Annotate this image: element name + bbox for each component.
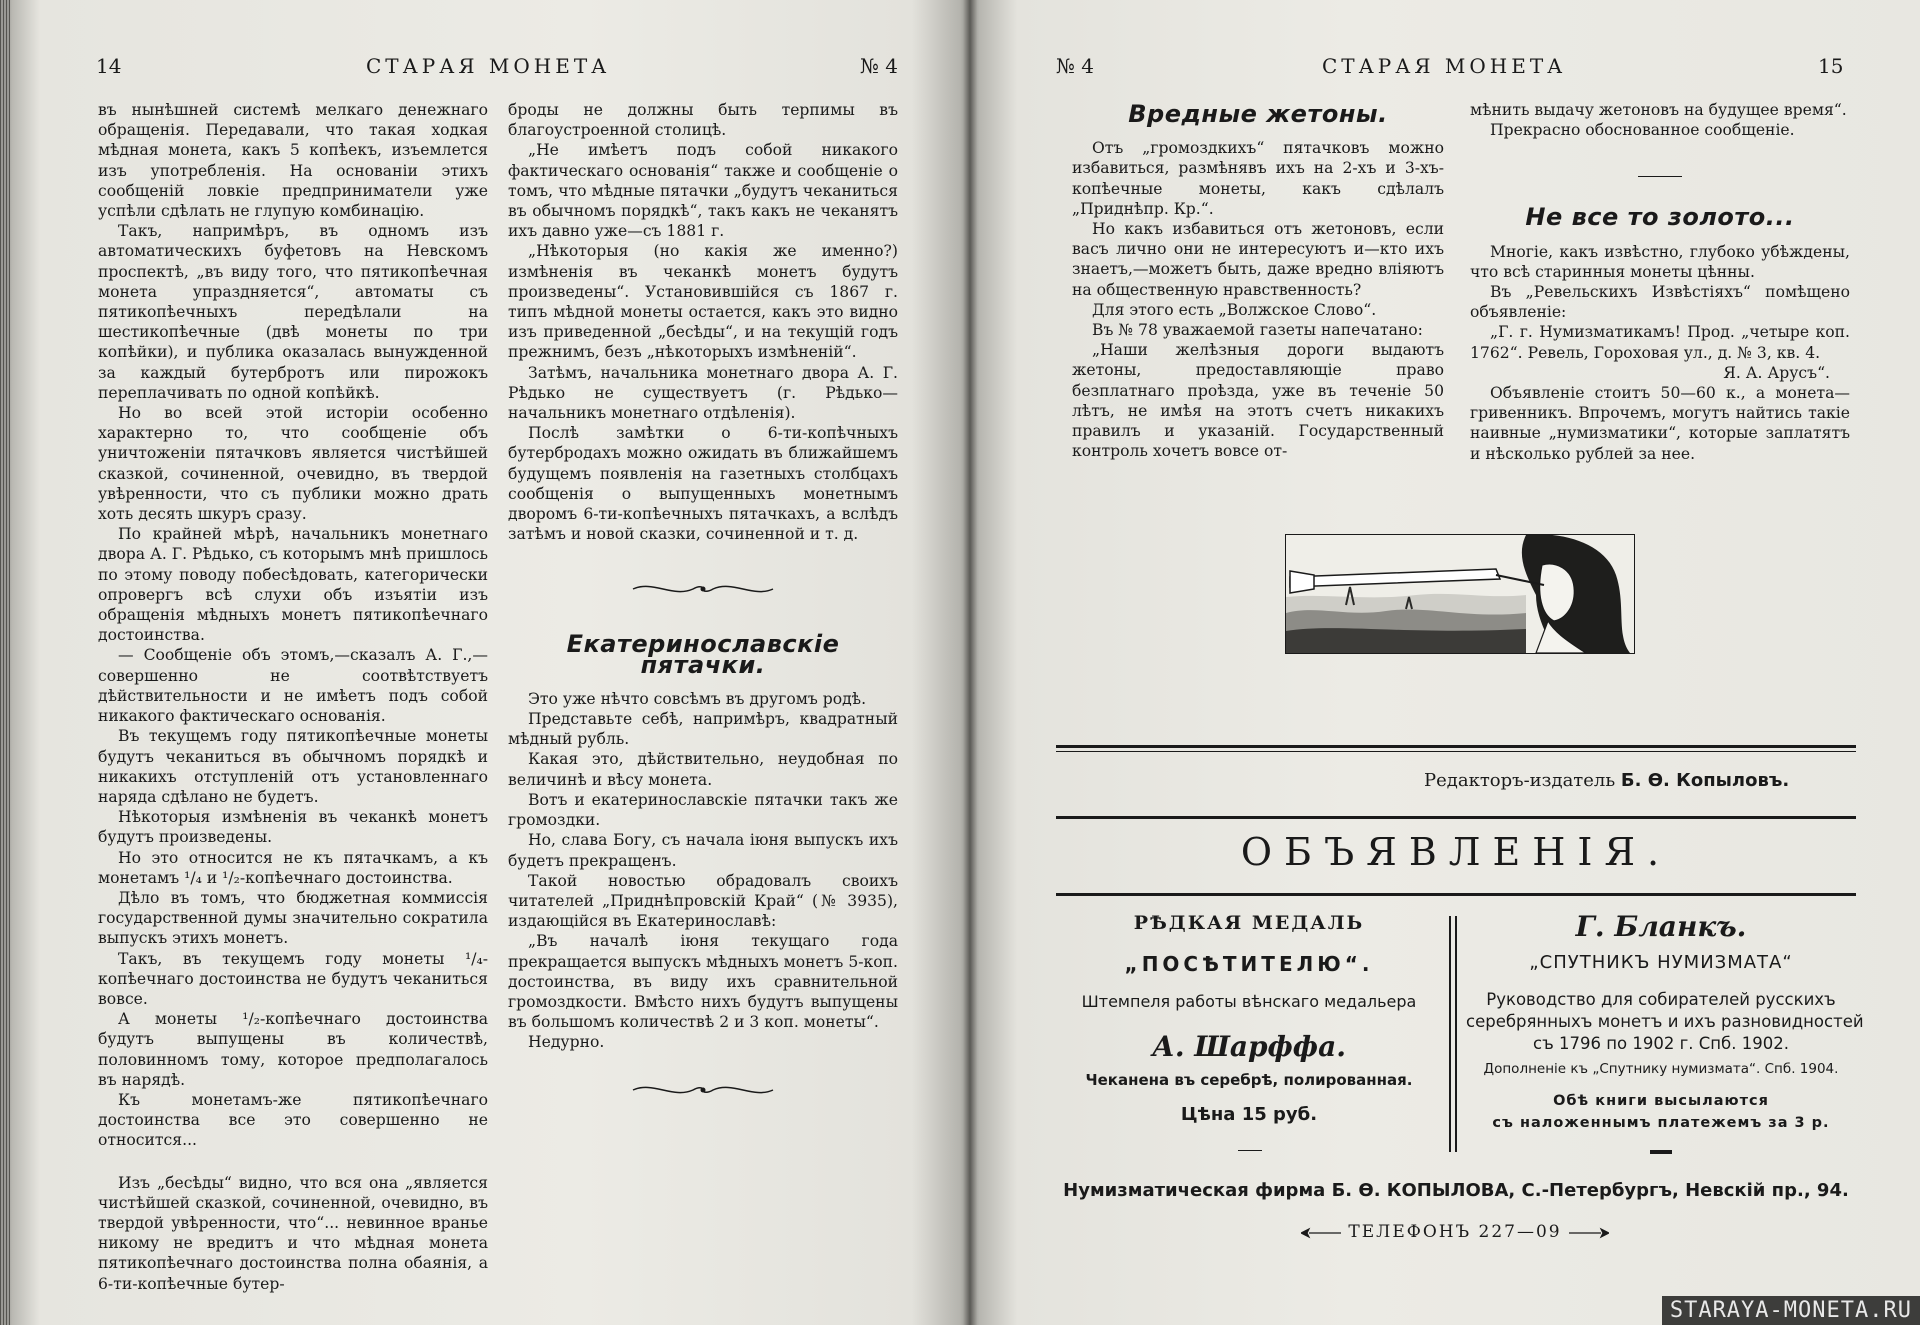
paragraph: Нѣкоторыя измѣненія въ чеканкѣ монетъ будутъ произведены. xyxy=(98,808,488,847)
phone-line xyxy=(1290,1222,1620,1242)
paragraph: Въ „Ревельскихъ Извѣстіяхъ“ помѣщено объявленіе: xyxy=(1470,283,1850,322)
paragraph: Дѣло въ томъ, что бюджетная коммиссія государственной думы значительно сократила выпускъ этихъ монетъ. xyxy=(98,888,488,948)
paragraph: броды не должны быть терпимы въ благоустроенной столицѣ. xyxy=(508,101,898,140)
right-page-number: 15 xyxy=(1818,54,1844,78)
left-issue-number: № 4 xyxy=(860,54,899,78)
right-issue-number: № 4 xyxy=(1056,54,1095,78)
ornament-divider-icon xyxy=(628,1079,778,1101)
paragraph: Вотъ и екатеринославскіе пятачки такъ же громоздки. xyxy=(508,790,898,830)
paragraph: Такъ, напримѣръ, въ одномъ изъ автоматическихъ буфетовъ на Невскомъ проспектѣ, „въ виду того, что пятикопѣечная монета упраздняется“, автоматы съ пятикопѣечныхъ передѣлали на шестикопѣечные (двѣ монеты по три копѣйки), и публика оказалась вынужденной за каждый бутербротъ или пирожокъ переплачивать по одной копѣйкѣ. xyxy=(98,222,488,402)
rule-top-thin xyxy=(1056,751,1856,752)
ad-medal-minted: Чеканена въ серебрѣ, полированная. xyxy=(1085,1071,1413,1089)
paragraph: „Наши желѣзныя дороги выдаютъ жетоны, предоставляющіе право безплатнаго проѣзда, уже въ теченіе 50 лѣтъ, не имѣя на этотъ счетъ никакихъ правилъ и указаній. Государственный контроль хочетъ вовсе от- xyxy=(1072,341,1444,461)
paragraph: Но, слава Богу, съ начала іюня выпускъ ихъ будетъ прекращенъ. xyxy=(508,831,898,870)
editor-line xyxy=(1424,770,1789,791)
paragraph: Представьте себѣ, напримѣръ, квадратный мѣдный рубль. xyxy=(508,710,898,749)
ads-header: ОБЪЯВЛЕНІЯ. xyxy=(1240,830,1672,874)
heading-ekaterinoslav: Екатеринославскіе пятачки. xyxy=(566,630,840,679)
arrow-left-ornament-icon xyxy=(1301,1227,1341,1239)
site-watermark: STARAYA-MONETA.RU xyxy=(1662,1296,1920,1325)
firm-line: Нумизматическая фирма Б. Ѳ. КОПЫЛОВА, С.-Петербургъ, Невскій пр., 94. xyxy=(1063,1180,1849,1201)
ad-medal-price: Цѣна 15 руб. xyxy=(1180,1104,1318,1125)
right-column-1-text xyxy=(1072,138,1444,461)
left-column-2-top xyxy=(508,100,898,544)
left-running-head: СТАРАЯ МОНЕТА xyxy=(366,54,611,78)
editor-label: Редакторъ-издатель xyxy=(1424,770,1616,791)
arrow-right-ornament-icon xyxy=(1569,1227,1609,1239)
paragraph: Затѣмъ, начальника монетнаго двора А. Г. Рѣдько не существуетъ (г. Рѣдько— начальникъ монетнаго отдѣленія). xyxy=(508,363,898,423)
paragraph: Къ монетамъ-же пятикопѣечнаго достоинства все это совершенно не относится... xyxy=(98,1090,488,1150)
paragraph: Такъ, въ текущемъ году монеты ¹/₄-копѣечнаго достоинства не будутъ чеканиться вовсе. xyxy=(98,949,488,1008)
paragraph: Но во всей этой исторіи особенно характерно то, что сообщеніе объ уничтоженіи пятачковъ является чистѣйшей сказкой, сочиненной, очевидно, въ твердой увѣренности, что съ публики можно драть хоть десять шкуръ сразу. xyxy=(98,404,488,524)
trumpet-herald-illustration xyxy=(1285,534,1635,654)
ad-book-supplement: Дополненіе къ „Спутнику нумизмата“. Спб. 1904. xyxy=(1483,1061,1839,1077)
paragraph: Это уже нѣчто совсѣмъ въ другомъ родѣ. xyxy=(528,689,867,708)
ad-left-mark xyxy=(1238,1150,1262,1151)
ad-book-desc-3: съ 1796 по 1902 г. Спб. 1902. xyxy=(1533,1034,1789,1053)
ad-book-desc-1: Руководство для собирателей русскихъ xyxy=(1486,990,1836,1009)
paragraph: — Сообщеніе объ этомъ,—сказалъ А. Г.,— совершенно не соотвѣтствуетъ дѣйствительности и не имѣетъ подъ собой никакого фактическаго основанія. xyxy=(98,646,488,726)
rule-above-ads xyxy=(1056,816,1856,819)
paragraph: Послѣ замѣтки о 6-ти-копѣчныхъ бутербродахъ можно ожидать въ ближайшемъ будущемъ появленія на газетныхъ столбцахъ сообщенія о выпущенныхъ монетнымъ дворомъ 6-ти-копѣечныхъ пятачкахъ, а вслѣдъ затѣмъ и новой сказки, сочиненной и т. д. xyxy=(508,424,898,544)
paragraph: мѣнить выдачу жетоновъ на будущее время“. xyxy=(1470,101,1847,119)
woman-with-trumpet-icon xyxy=(1286,535,1634,653)
paragraph: Изъ „бесѣды“ видно, что вся она „является чистѣйшей сказкой, сочиненной, очевидно, въ твердой увѣренности, что“... невинное вранье никому не вредитъ и что мѣдная монета пятикопѣечнаго достоинства полна обаянія, а 6-ти-копѣечные бутер- xyxy=(98,1173,488,1293)
ad-divider-a xyxy=(1449,916,1451,1152)
paragraph: Отъ „громоздкихъ“ пятачковъ можно избавиться, размѣнявъ ихъ на 2-хъ и 3-хъ-копѣечные монеты, какъ сдѣлалъ „Приднѣпр. Кр.“. xyxy=(1072,139,1444,218)
paragraph: Для этого есть „Волжское Слово“. xyxy=(1092,300,1377,319)
paragraph: По крайней мѣрѣ, начальникъ монетнаго двора А. Г. Рѣдько, съ которымъ мнѣ пришлось по этому поводу побесѣдовать, категорически опровергъ всѣ слухи объ изъятіи изъ обращенія мѣдныхъ монетъ пятикопѣечнаго достоинства. xyxy=(98,525,488,645)
right-column-1 xyxy=(1072,100,1444,461)
rule-below-ads-header xyxy=(1056,893,1856,896)
right-column-2 xyxy=(1470,100,1850,464)
right-column-2-top xyxy=(1470,100,1850,140)
left-column-2-bottom xyxy=(508,689,898,1053)
short-divider xyxy=(1638,176,1682,177)
ad-book-shipping-1: Обѣ книги высылаются xyxy=(1553,1093,1769,1109)
double-rule-top xyxy=(1056,745,1856,748)
ad-right-mark xyxy=(1650,1150,1672,1154)
paragraph: „Г. г. Нумизматикамъ! Прод. „четыре коп. 1762“. Ревель, Гороховая ул., д. № 3, кв. 4. xyxy=(1470,323,1850,362)
right-column-2-bottom xyxy=(1470,242,1850,464)
ornament-divider-icon xyxy=(628,578,778,600)
ad-divider-b xyxy=(1455,916,1457,1152)
ad-book-title: „СПУТНИКЪ НУМИЗМАТА“ xyxy=(1529,952,1793,973)
ad-medal-title: РѢДКАЯ МЕДАЛЬ xyxy=(1133,912,1365,934)
page-edges xyxy=(0,0,10,1325)
paragraph: Объявленіе стоитъ 50—60 к., а монета— гривенникъ. Впрочемъ, могутъ найтись такіе наивные „нумизматики“, которые заплатятъ и нѣсколько рублей за нее. xyxy=(1470,384,1850,463)
ad-book-shipping-2: съ наложеннымъ платежемъ за 3 р. xyxy=(1492,1115,1830,1131)
paragraph: Но какъ избавиться отъ жетоновъ, если васъ лично они не интересуютъ и—кто ихъ знаетъ,—можетъ быть, даже вредно вліяютъ на общественную нравственность? xyxy=(1072,220,1444,299)
paragraph: Но это относится не къ пятачкамъ, а къ монетамъ ¹/₄ и ¹/₂-копѣечнаго достоинства. xyxy=(98,848,488,887)
right-running-head: СТАРАЯ МОНЕТА xyxy=(1322,54,1567,78)
paragraph: Въ текущемъ году пятикопѣечные монеты будутъ чеканиться въ обычномъ порядкѣ и никакихъ отступленій отъ установленнаго наряда сдѣлано не будетъ. xyxy=(98,727,488,806)
paragraph: „Не имѣетъ подъ собой никакого фактическаго основанія“ также и сообщеніе о томъ, что мѣдные пятачки „будутъ чеканиться въ обычномъ порядкѣ“, такъ какъ не чеканятъ ихъ давно уже—съ 1881 г. xyxy=(508,141,898,241)
paragraph: А монеты ¹/₂-копѣечнаго достоинства будутъ выпущены въ количествѣ, половинномъ тому, которое предполагалось въ нарядѣ. xyxy=(98,1010,488,1089)
paragraph: Недурно. xyxy=(528,1033,605,1052)
ad-blank-author: Г. Бланкъ. xyxy=(1575,910,1747,943)
editor-name: Б. Ѳ. Копыловъ. xyxy=(1620,770,1790,791)
gutter xyxy=(963,0,977,1325)
paragraph: „Нѣкоторыя (но какія же именно?) измѣненія въ чеканкѣ монетъ будутъ произведены“. Установившійся съ 1867 г. типъ мѣдной монеты остается, какъ это видно изъ приведенной „бесѣды“, и на текущій годъ прежнимъ, безъ „нѣкоторыхъ измѣненій“. xyxy=(508,242,898,362)
ad-medal-name: „ПОСѢТИТЕЛЮ“. xyxy=(1124,952,1374,976)
paragraph: „Въ началѣ іюня текущаго года прекращается выпускъ мѣдныхъ монетъ 5-коп. достоинства, въ виду ихъ сравнительной громоздкости. Вмѣсто нихъ будутъ выпущены въ большомъ количествѣ 2 и 3 коп. монеты“. xyxy=(508,932,898,1032)
ad-medal-author: А. Шарффа. xyxy=(1152,1030,1346,1063)
paragraph: Какая это, дѣйствительно, неудобная по величинѣ и вѣсу монета. xyxy=(508,750,898,789)
left-column-2 xyxy=(508,100,898,1101)
left-page-number: 14 xyxy=(96,54,122,78)
heading-harmful-tokens: Вредные жетоны. xyxy=(1128,100,1388,128)
ad-medal-stamps: Штемпеля работы вѣнскаго медальера xyxy=(1081,992,1417,1011)
heading-not-all-gold: Не все то золото... xyxy=(1525,203,1795,232)
ad-book-desc-2: серебрянныхъ монетъ и ихъ разновидностей xyxy=(1466,1012,1864,1031)
paragraph: Я. А. Арусъ“. xyxy=(1723,363,1830,382)
paragraph: Такой новостью обрадовалъ своихъ читателей „Приднѣпровскій Край“ (№ 3935), издающійся въ Екатеринославѣ: xyxy=(508,871,898,931)
left-column-1 xyxy=(98,100,488,1294)
paragraph: въ нынѣшней системѣ мелкаго денежнаго обращенія. Передавали, что такая ходкая мѣдная монета, какъ 5 копѣекъ, изъемлется изъ употребленія. На основаніи этихъ сообщеній ловкіе предприниматели уже успѣли сдѣлать не глупую комбинацію. xyxy=(98,101,488,221)
paragraph: Многіе, какъ извѣстно, глубоко убѣждены, что всѣ старинныя монеты цѣнны. xyxy=(1470,242,1850,281)
paragraph: Прекрасно обоснованное сообщеніе. xyxy=(1490,121,1795,140)
paragraph: Въ № 78 уважаемой газеты напечатано: xyxy=(1092,321,1423,340)
phone-text: ТЕЛЕФОНЪ 227—09 xyxy=(1348,1222,1562,1242)
